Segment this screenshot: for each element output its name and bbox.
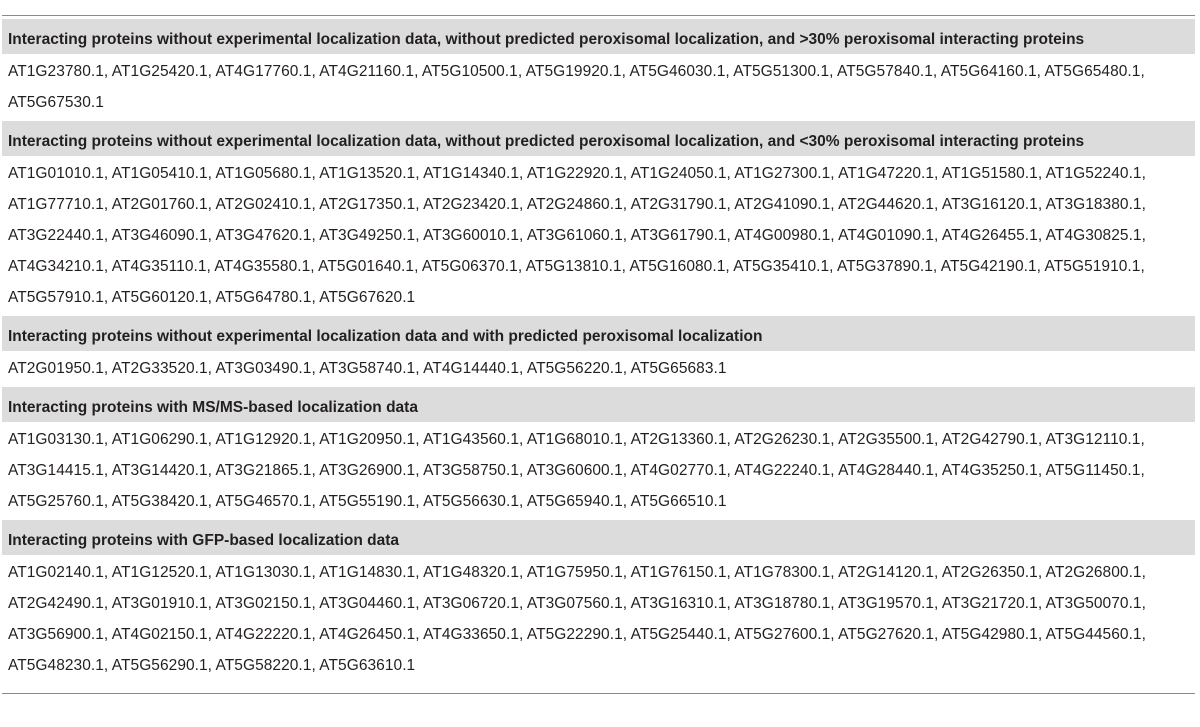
section-header-predicted-peroxisomal: Interacting proteins without experimental localization data and with predicted peroxisomal localization	[2, 316, 1195, 351]
section-proteins-lt30: AT1G01010.1, AT1G05410.1, AT1G05680.1, AT1G13520.1, AT1G14340.1, AT1G22920.1, AT1G24050.1, AT1G27300.1, AT1G47220.1, AT1G51580.1, AT1G52240.1, AT1G77710.1, AT2G01760.1, AT2G02410.1, AT2G17350.1, AT2G23420.1, AT2G24860.1, AT2G31790.1, AT2G41090.1, AT2G44620.1, AT3G16120.1, AT3G18380.1, AT3G22440.1, AT3G46090.1, AT3G47620.1, AT3G49250.1, AT3G60010.1, AT3G61060.1, AT3G61790.1, AT4G00980.1, AT4G01090.1, AT4G26455.1, AT4G30825.1, AT4G34210.1, AT4G35110.1, AT4G35580.1, AT5G01640.1, AT5G06370.1, AT5G13810.1, AT5G16080.1, AT5G35410.1, AT5G37890.1, AT5G42190.1, AT5G51910.1, AT5G57910.1, AT5G60120.1, AT5G64780.1, AT5G67620.1	[8, 165, 1146, 306]
section-proteins-predicted-peroxisomal: AT2G01950.1, AT2G33520.1, AT3G03490.1, AT3G58740.1, AT4G14440.1, AT5G56220.1, AT5G65683.1	[8, 360, 727, 377]
section-proteins-gfp: AT1G02140.1, AT1G12520.1, AT1G13030.1, AT1G14830.1, AT1G48320.1, AT1G75950.1, AT1G76150.1, AT1G78300.1, AT2G14120.1, AT2G26350.1, AT2G26800.1, AT2G42490.1, AT3G01910.1, AT3G02150.1, AT3G04460.1, AT3G06720.1, AT3G07560.1, AT3G16310.1, AT3G18780.1, AT3G19570.1, AT3G21720.1, AT3G50070.1, AT3G56900.1, AT4G02150.1, AT4G22220.1, AT4G26450.1, AT4G33650.1, AT5G22290.1, AT5G25440.1, AT5G27600.1, AT5G27620.1, AT5G42980.1, AT5G44560.1, AT5G48230.1, AT5G56290.1, AT5G58220.1, AT5G63610.1	[8, 564, 1146, 674]
section-proteins-msms: AT1G03130.1, AT1G06290.1, AT1G12920.1, AT1G20950.1, AT1G43560.1, AT1G68010.1, AT2G13360.1, AT2G26230.1, AT2G35500.1, AT2G42790.1, AT3G12110.1, AT3G14415.1, AT3G14420.1, AT3G21865.1, AT3G26900.1, AT3G58750.1, AT3G60600.1, AT4G02770.1, AT4G22240.1, AT4G28440.1, AT4G35250.1, AT5G11450.1, AT5G25760.1, AT5G38420.1, AT5G46570.1, AT5G55190.1, AT5G56630.1, AT5G65940.1, AT5G66510.1	[8, 431, 1145, 510]
table-top-rule	[2, 15, 1195, 16]
section-header-gfp: Interacting proteins with GFP-based localization data	[2, 520, 1195, 555]
protein-localization-table	[2, 0, 1195, 694]
section-proteins-gt30: AT1G23780.1, AT1G25420.1, AT4G17760.1, AT4G21160.1, AT5G10500.1, AT5G19920.1, AT5G46030.1, AT5G51300.1, AT5G57840.1, AT5G64160.1, AT5G65480.1, AT5G67530.1	[8, 63, 1145, 111]
section-header-msms: Interacting proteins with MS/MS-based localization data	[2, 387, 1195, 422]
section-header-gt30: Interacting proteins without experimental localization data, without predicted peroxisomal localization, and >30% peroxisomal interacting proteins	[2, 19, 1195, 54]
section-header-lt30: Interacting proteins without experimental localization data, without predicted peroxisomal localization, and <30% peroxisomal interacting proteins	[2, 121, 1195, 156]
table-bottom-rule	[2, 693, 1195, 694]
